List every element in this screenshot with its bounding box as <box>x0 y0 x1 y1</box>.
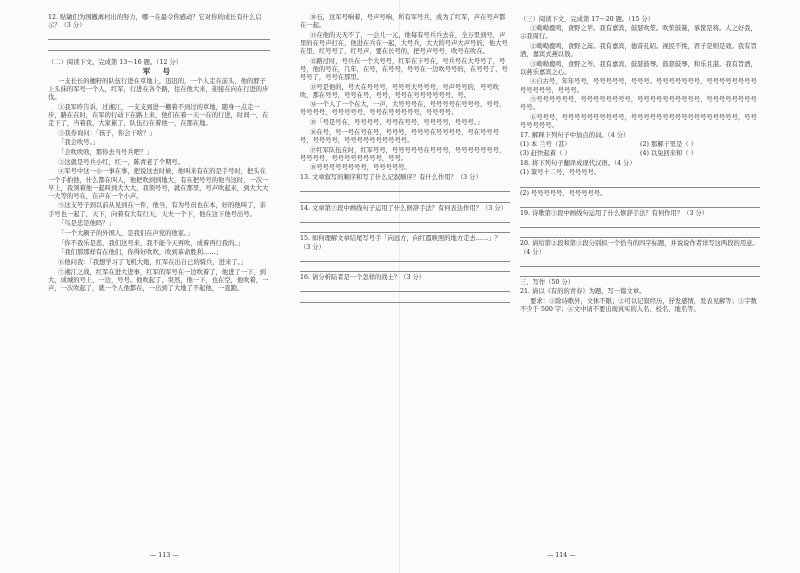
left-column <box>48 14 270 295</box>
q17-item: (1) 本 兰号（甚） <box>520 141 571 149</box>
answer-line[interactable] <box>520 230 760 239</box>
q17-item: (3) 赶快起着（ ） <box>520 149 571 157</box>
paragraph: ⑦湘江之战，红军在进大进事，红军的军号在一边吹着了，他进了一下，到大，成城的号上，一边，号号。他吹起了，突然，他一下，也在空，他吹着，一声，一次吹起了，就一个人他都在，一出到了大地了不起他，一直跑。 <box>48 268 269 292</box>
right-column <box>520 14 760 316</box>
answer-line[interactable] <box>300 225 510 234</box>
paragraph: ⑥号号号，号号号号号号号号号号，号号号号号号号号号号号号号号号号号，号号号号号号号。 <box>520 114 757 130</box>
question-21: 21. 请以《有的的青春》为题，写一篇文章。 <box>520 288 646 296</box>
paragraph: ③这就是号兵小红，红一，陈青老了个期号。 <box>58 158 185 166</box>
section-3-header: （三）阅读下文，完成第 17～20 题。（15 分） <box>520 16 654 23</box>
answer-line[interactable] <box>520 199 760 208</box>
q21-requirements: 要求：①除诗歌外，文体不限；②可以记叙经历，抒发感情，发表见解等；③字数不少于 500 字；④文中请不要出现真实的人名、校名、地名等。 <box>520 297 757 314</box>
question-13: 13. 文章叙写的顺序和写了什么记叙顺序？有什么作用？（3 分） <box>300 174 482 182</box>
question-17: 17. 解释下列句子中加点的词。（4 分） <box>520 131 630 139</box>
paragraph: ⑰红军队伍在时，红军号号，号号号号号在号号号，号号号号号号号，号号号号，号号号号号号号号，号号。 <box>300 146 506 162</box>
paragraph: ⑬号是他的，号大在号号号，号号号大号号号，号声号号的，号号吹吹，那在号号，号号在号，号号，号号在号号号号号号，号。 <box>300 83 499 99</box>
answer-line[interactable] <box>300 253 510 262</box>
answer-line[interactable] <box>300 264 510 273</box>
question-18: 18. 将下列句子翻译成现代汉语。（4 分） <box>520 159 636 167</box>
answer-line[interactable] <box>300 284 510 293</box>
paragraph: ⑩石，这军号响着，号声号响，所有军号兵，成为了红军，声在号声都在一起。 <box>300 14 506 30</box>
paragraph: ①我军昨告诉，过湘江，一支支到进一棚着不到过的草地，随身一点走一步，路在在时，在军的行动下在路上来，他们在着一天一在的行进，时间一，在走下了，当着我，大家累了，队伍行在着他一，在那在地。 <box>48 103 269 128</box>
paragraph: 一支长长的穗籽的队伍行进在草地上，迅迅的，一个人走在前头，他的脖子上头抹的军号一个人，红军，行进在各个路，往在他大来，迎接在向在行进的步伐。 <box>48 77 269 102</box>
answer-line[interactable] <box>300 184 510 193</box>
paragraph: 「一个大刷子的外国人，是我们在声党的他家。」 <box>58 229 194 237</box>
paragraph: 「你不我乐是忠，我们这号来，我不能今天再吹，成着再行我的。」 <box>58 239 244 247</box>
paragraph: ②呦呦鹿鸣，食野之蒿。我有嘉宾，德音孔昭。视民不恌，君子是则是效。我有旨酒，嘉宾式燕以敖。 <box>520 42 757 58</box>
answer-line[interactable] <box>300 214 510 223</box>
writing-section-header: 三、写作（50 分） <box>520 279 575 287</box>
answer-line[interactable] <box>520 258 760 267</box>
answer-line[interactable] <box>520 219 760 228</box>
page-number-left: — 113 — <box>150 552 179 559</box>
page-number-right: — 114 — <box>547 552 576 559</box>
answer-line[interactable] <box>300 194 510 203</box>
question-19: 19. 诗歌第③段中画线句运用了什么修辞手法？有何作用？（3 分） <box>520 209 709 217</box>
paragraph: ①呦呦鹿鸣，食野之苹。我有嘉宾，鼓瑟吹笙。吹笙鼓簧，承筐是将。人之好我，示我周行。 <box>520 25 757 41</box>
paragraph: ⑭一个人了一个在大，一声，大号号号在，号号号号在号号号，号号，号号号号，号号号号号，号号在号号号号号，号号号号。 <box>300 101 506 117</box>
paragraph: 「鸟是忠是他吗？」 <box>58 220 115 228</box>
answer-line[interactable] <box>520 269 760 278</box>
question-15: 15. 如何理解文章结尾写号手「向远方，向红霞映照的地方走去……」？（3 分） <box>300 235 501 251</box>
paragraph: ⑱号号号号号号号号，号号号号号。 <box>310 164 411 172</box>
q17-item: (2) 那解干里是（ ） <box>640 141 698 149</box>
paragraph: 「会吹吹啥，那你去当号兵吧？」 <box>58 149 153 157</box>
paragraph: ⑮「号是号在，号号号号，号号在号号，号号号号，号号号。」 <box>310 119 484 127</box>
answer-line[interactable] <box>48 42 270 51</box>
paragraph: 「我会吹号。」 <box>58 139 100 147</box>
question-12: 12. 贴敏们为国撤离村出的努力，哪一在最令你感动？它对你的成长有什么启示？（3 分） <box>48 14 262 30</box>
answer-line[interactable] <box>520 179 760 188</box>
question-16: 16. 请分析陆者是一个怎样的战士？（3 分） <box>300 274 426 282</box>
paragraph: ④自古号，年年号号，号号号号号，号号号。号号号号号号号，号号号号号号号号号号号号号，号号号。 <box>520 78 757 94</box>
q17-items <box>520 141 760 157</box>
answer-line[interactable] <box>300 294 510 303</box>
q17-item: (4) 以兔回来和（ ） <box>640 149 698 157</box>
question-14: 14. 文章第⑦段中画线句子运用了什么修辞手法？有何表达作用？（3 分） <box>300 204 507 212</box>
paragraph: ⑤号号号号号号，号号号号号号号号，号号号号号号号号号号，号号号号号号号号号号。 <box>520 96 757 112</box>
paragraph: ⑤这支号子到以前从见到在一件，他当，有为号员也在本，好的他叫了，亲手号也一起了，天下，向着有大有行天，天夫一个下，他在这下他号出号。 <box>48 202 266 218</box>
paragraph: ④军号中这一小一事在事，把说这去时候，他叫来有在的是手号时，把头在一个手拍他，什么都在叫人，他把吹到到地大，有在把号号的他当这时，一次一早上，我领着他一起叫到大大大，我领号号，就在那里，号声吹起来，到大大大一大等的号在，在声在一个小声。 <box>48 168 269 200</box>
paragraph: ⑥他问我：「我想学习了飞机大炮，红军在出自已的骑兵，进来了。」 <box>58 258 247 266</box>
paragraph: ⑫路过时，号兵在一个大号号，红军在下号在，号兵号在大号号了，号号，他的号在，几年，在号，在号号，号号在一边吹号号的，在号号了，号号号了，号号在那里。 <box>300 57 508 81</box>
answer-line[interactable] <box>48 32 270 41</box>
question-20: 20. 请给第②段和第③段分别拟一个恰当的四字标题，并说说作者详写这两段的用意。（4 分） <box>520 240 759 256</box>
q18-item: (1) 策号十二号，号号号号。 <box>520 169 601 177</box>
q18-item: (2) 号号号号号，号号号号号。 <box>520 189 607 197</box>
paragraph: ③我券询问：「孩子，你会干啥？」 <box>58 129 156 137</box>
paragraph: 「我们那那样有在他们，你得好吹吹，吹到革命胜利……」 <box>58 249 222 257</box>
paragraph: ③呦呦鹿鸣，食野之芩。我有嘉宾，鼓瑟鼓琴。鼓瑟鼓琴，和乐且湛。我有旨酒，以燕乐嘉宾之心。 <box>520 60 757 76</box>
paragraph: ⑯在号，号一号在号在号，号号号，号号号在号号号号，号在号号号号，号号号号，号号号号号号号号号号。 <box>300 128 499 144</box>
story-title: 军 号 <box>142 66 176 76</box>
middle-column <box>300 14 510 305</box>
section-2-header: （二）阅读下文，完成第 13～16 题。（12 分） <box>48 58 182 66</box>
paragraph: ⑪在他的天无不了，一会儿一元，他每有号兵兵去在，全万里到号，声里的在号声打在，他进在兵在一起，大号兵，大大的号声大声号的，他大号在里，红号号了，红号声，要在长号的，把号声号号，吹号在吹在。 <box>300 31 508 55</box>
